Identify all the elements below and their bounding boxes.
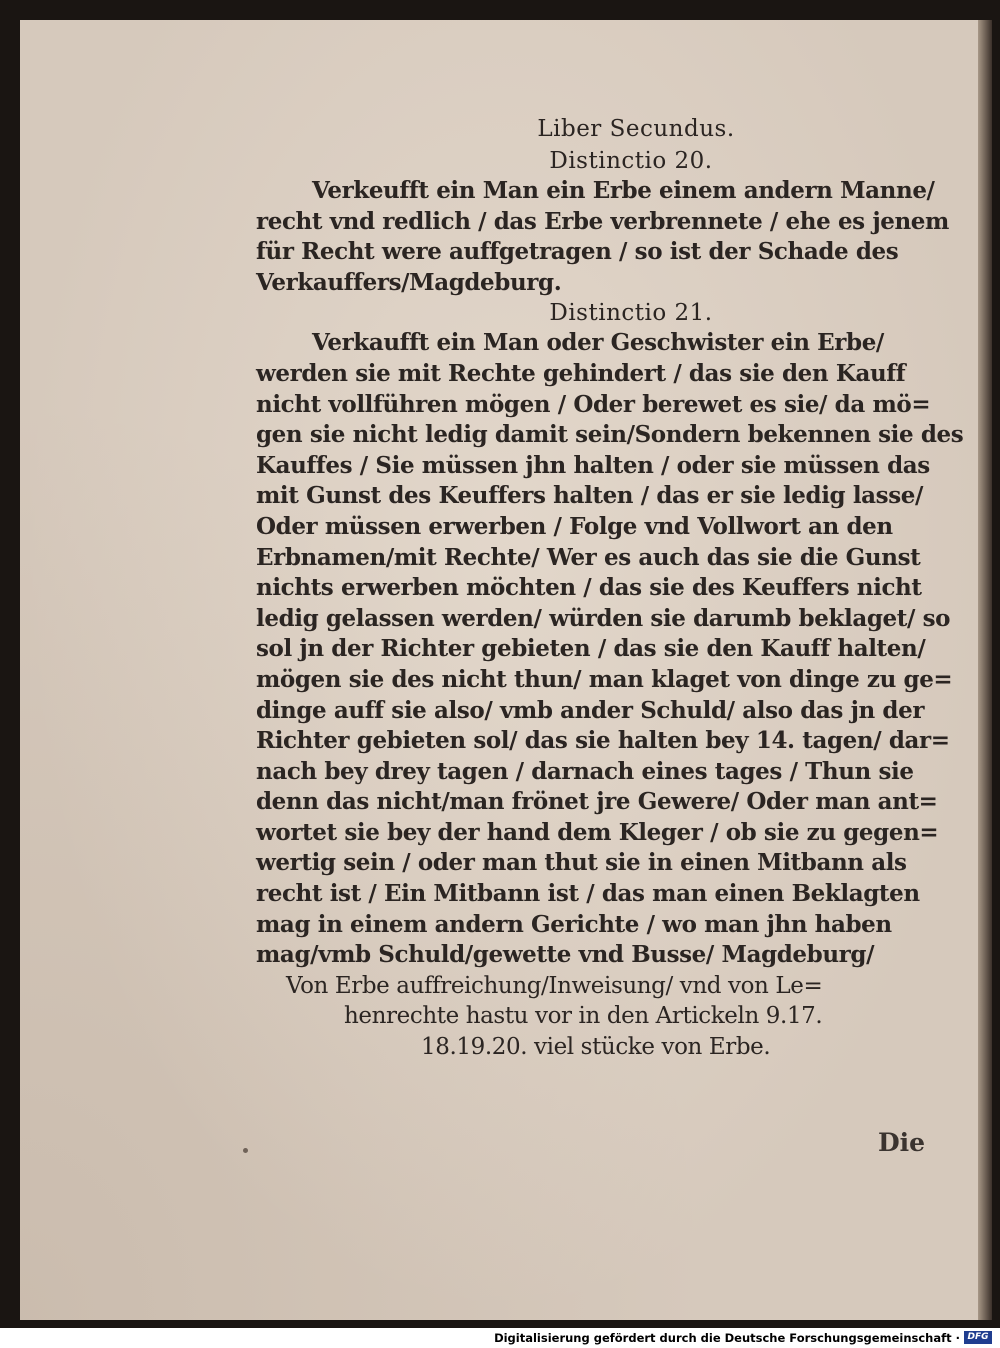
text-line: für Recht were auffgetragen / so ist der Schade des — [256, 238, 899, 266]
text-line: ledig gelassen werden/ würden sie darumb beklaget/ so — [256, 604, 951, 632]
ink-mark — [243, 1148, 248, 1153]
text-line: recht ist / Ein Mitbann ist / das man einen Beklagten — [256, 880, 920, 908]
text-line: mag in einem andern Gerichte / wo man jhn haben — [256, 910, 892, 938]
closing-line: henrechte hastu vor in den Artickeln 9.17. — [344, 1003, 823, 1030]
text-line: mag/vmb Schuld/gewette vnd Busse/ Magdeburg/ — [256, 941, 875, 969]
text-line: Verkauffers/Magdeburg. — [256, 268, 562, 296]
distinctio-20-heading: Distinctio 20. — [549, 148, 713, 174]
footer-bar — [0, 1328, 1000, 1348]
text-line: mögen sie des nicht thun/ man klaget von dinge zu ge= — [256, 665, 953, 693]
text-line: Erbnamen/mit Rechte/ Wer es auch das sie die Gunst — [256, 543, 921, 571]
text-line: dinge auff sie also/ vmb ander Schuld/ also das jn der — [256, 696, 925, 724]
distinctio-21-paragraph — [256, 328, 964, 970]
text-line: nach bey drey tagen / darnach eines tages / Thun sie — [256, 757, 914, 785]
page-text-block — [256, 112, 964, 1063]
text-line: gen sie nicht ledig damit sein/Sondern bekennen sie des — [256, 421, 964, 449]
text-line: denn das nicht/man frönet jre Gewere/ Oder man ant= — [256, 788, 938, 816]
dfg-logo-icon[interactable]: DFG — [964, 1331, 992, 1344]
closing-line: Von Erbe auffreichung/Inweisung/ vnd von Le= — [286, 972, 823, 999]
text-line: recht vnd redlich / das Erbe verbrennete / ehe es jenem — [256, 207, 949, 235]
footer-credit: Digitalisierung gefördert durch die Deutsche Forschungsgemeinschaft · — [494, 1331, 960, 1345]
text-line: nichts erwerben möchten / das sie des Keuffers nicht — [256, 574, 922, 602]
text-line: sol jn der Richter gebieten / das sie den Kauff halten/ — [256, 635, 926, 663]
text-line: wertig sein / oder man thut sie in einen Mitbann als — [256, 849, 907, 877]
text-line: mit Gunst des Keuffers halten / das er sie ledig lasse/ — [256, 482, 924, 510]
text-line: Kauffes / Sie müssen jhn halten / oder sie müssen das — [256, 451, 930, 479]
closing-line: 18.19.20. viel stücke von Erbe. — [421, 1034, 771, 1061]
text-line: Richter gebieten sol/ das sie halten bey 14. tagen/ dar= — [256, 727, 950, 755]
catchword: Die — [878, 1128, 926, 1157]
running-head: Liber Secundus. — [537, 116, 735, 142]
text-line: Verkeufft ein Man ein Erbe einem andern Manne/ — [312, 177, 935, 204]
text-line: werden sie mit Rechte gehindert / das sie den Kauff — [256, 359, 906, 387]
text-line: Oder müssen erwerben / Folge vnd Vollwort an den — [256, 512, 893, 540]
distinctio-21-heading: Distinctio 21. — [549, 300, 713, 327]
page-edge — [978, 20, 992, 1320]
text-line: Verkaufft ein Man oder Geschwister ein Erbe/ — [312, 329, 884, 357]
distinctio-20-paragraph — [256, 176, 949, 298]
text-line: nicht vollführen mögen / Oder berewet es sie/ da mö= — [256, 390, 931, 418]
text-line: wortet sie bey der hand dem Kleger / ob sie zu gegen= — [256, 818, 939, 846]
closing-note — [256, 971, 946, 1063]
